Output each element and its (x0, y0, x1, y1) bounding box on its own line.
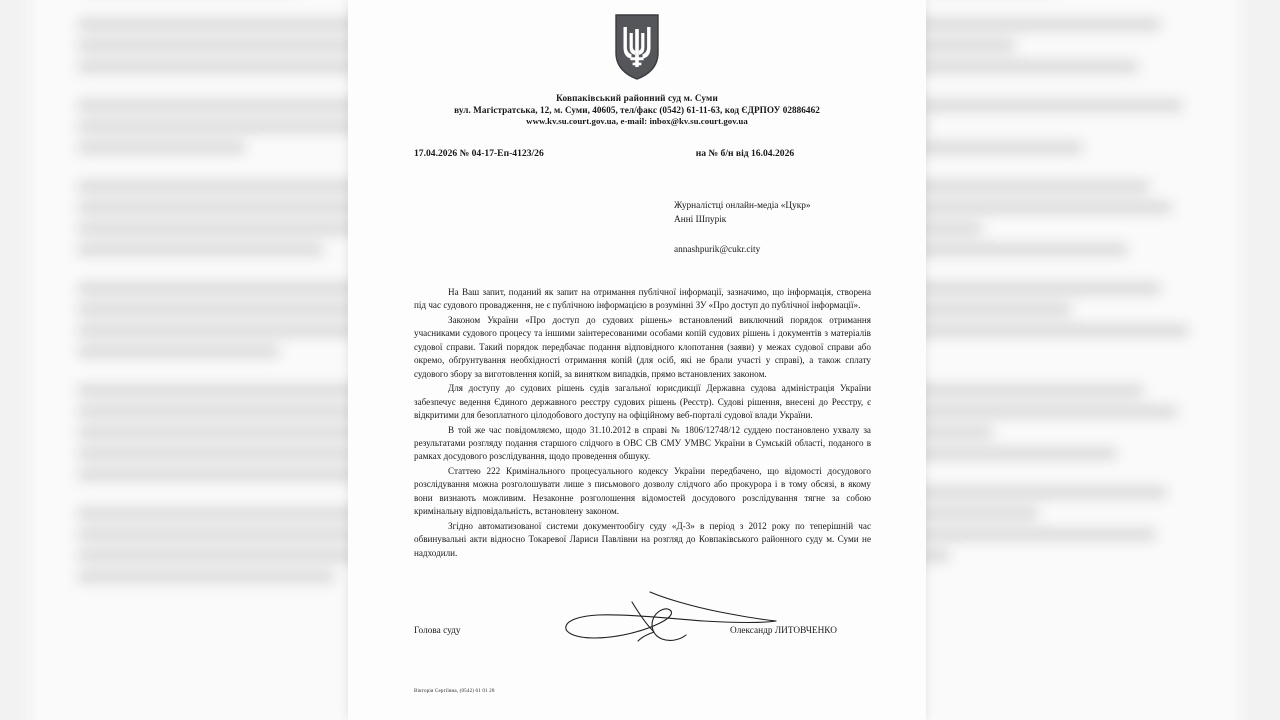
outgoing-reference: 17.04.2026 № 04-17-Еп-4123/26 (414, 148, 544, 159)
addressee-line-1: Журналістці онлайн-медіа «Цукр» (674, 201, 811, 211)
court-name: Ковпаківський районний суд м. Суми (556, 93, 718, 103)
ukrainian-coat-of-arms-icon (614, 13, 660, 81)
document-executor-footer: Вікторія Сергіївна, (0542) 61 01 28 (414, 688, 495, 694)
court-address: вул. Магістратська, 12, м. Суми, 40605, тел/факс (0542) 61-11-63, код ЄДРПОУ 02886462 (454, 105, 820, 116)
document-page (348, 0, 926, 720)
letterhead (348, 92, 926, 128)
reference-line (414, 148, 880, 159)
body-paragraph: Для доступу до судових рішень судів загальної юрисдикції Державна судова адміністрація України забезпечує ведення Єдиного державного реєстру судових рішень (Реєстр). Судові рішення, внесені до Реєстру, є відкритими для безоплатного цілодобового доступу на офіційному веб-порталі судової влади України. (414, 383, 871, 421)
handwritten-signature-icon (514, 590, 814, 646)
incoming-reference: на № б/н від 16.04.2026 (695, 148, 795, 159)
body-paragraph: В той же час повідомляємо, щодо 31.10.2012 в справі № 1806/12748/12 суддею постановлено ухвалу за результатами розгляду подання старшого слідчого в ОВС СВ СМУ УМВС України в Сумській області, поданого в рамках досудового розслідування, щодо проведення обшуку. (414, 424, 871, 462)
body-paragraph: Законом України «Про доступ до судових рішень» встановлений виключний порядок отримання учасниками судового процесу та іншими заінтересованими особами копій судових рішень і документів з матеріалів судової справи. Такий порядок передбачає подання відповідного клопотання (заяви) у межах судової справи або окремо, обґрунтування необхідності отримання копій (для осіб, які не брали участі у справі), а також сплату судового збору за виготовлення копій, за винятком випадків, прямо встановлених законом. (414, 314, 871, 379)
addressee-line-2: Анні Шпурік (674, 214, 727, 225)
body-paragraph: Статтею 222 Кримінального процесуального кодексу України передбачено, що відомості досудового розслідування можна розголошувати лише з письмового дозволу слідчого або прокурора і в тому обсязі, в якому вони визнають можливим. Незаконне розголошення відомостей досудового розслідування тягне за собою кримінальну відповідальність, встановлену законом. (414, 465, 871, 517)
body-paragraph: Згідно автоматизованої системи документообігу суду «Д-3» в період з 2012 року по теперішній час обвинувальні акти відносно Токаревої Лариси Павлівни на розгляд до Ковпаківського районного суду м. Суми не надходили. (414, 520, 871, 558)
signatory-title: Голова суду (414, 626, 461, 636)
letter-body (414, 286, 871, 560)
signatory-name: Олександр ЛИТОВЧЕНКО (730, 626, 837, 636)
court-web-contacts: www.kv.su.court.gov.ua, e-mail: inbox@kv.su.court.gov.ua (526, 116, 748, 127)
addressee-email: annashpurik@cukr.city (674, 244, 761, 255)
body-paragraph: На Ваш запит, поданий як запит на отримання публічної інформації, зазначимо, що інформація, створена під час судового провадження, не є публічною інформацією в розумінні ЗУ «Про доступ до публічної інформації». (414, 287, 871, 311)
emblem-container (348, 13, 926, 81)
addressee-block (674, 200, 900, 257)
